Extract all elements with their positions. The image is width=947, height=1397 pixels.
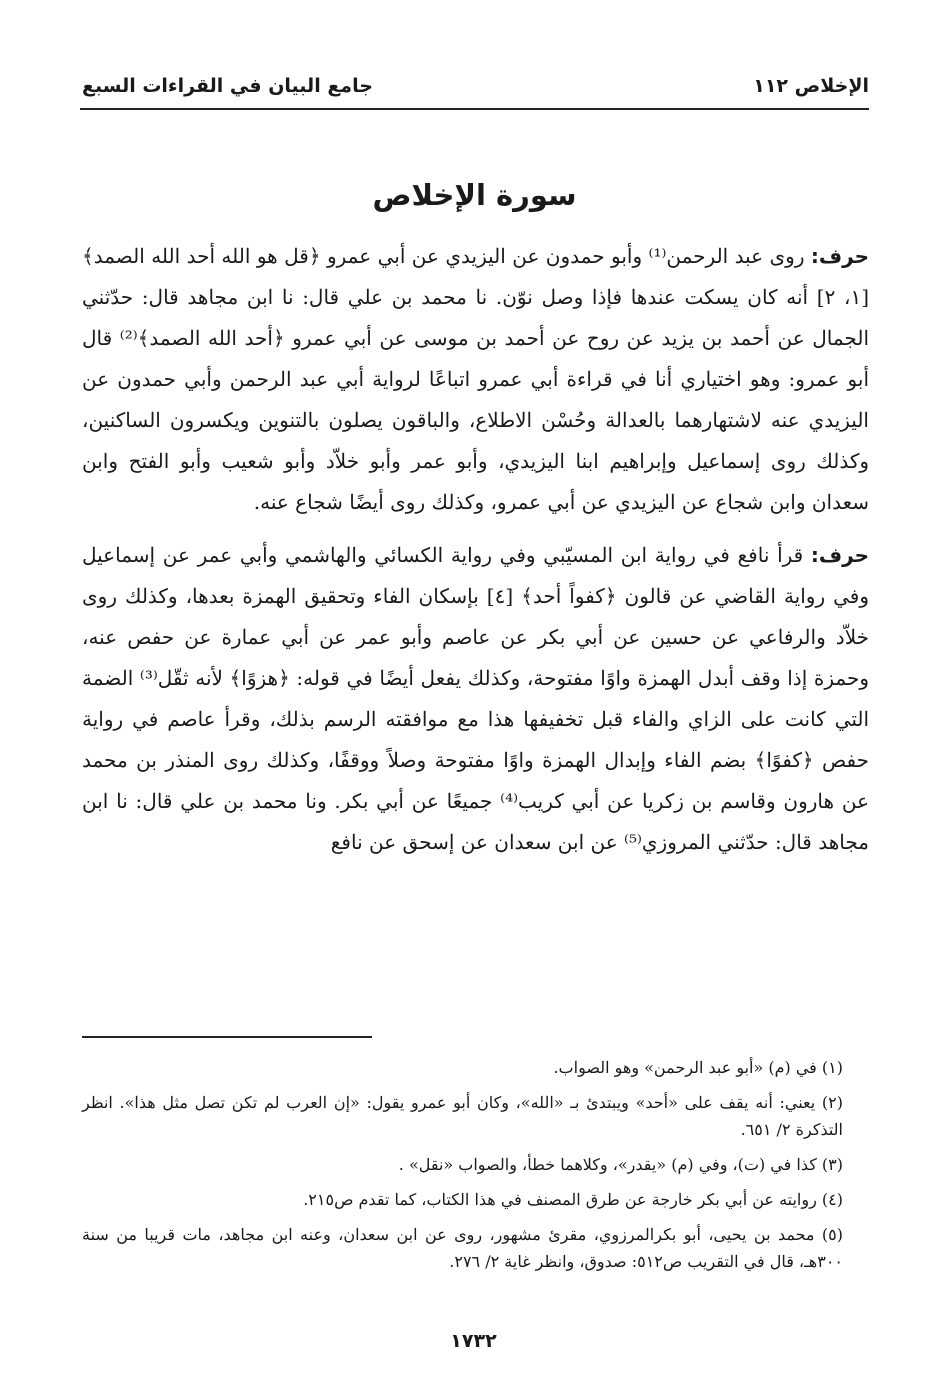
footnote: (٤) روايته عن أبي بكر خارجة عن طرق المصنف في هذا الكتاب، كما تقدم ص٢١٥. <box>303 1190 843 1209</box>
footnote: (٥) محمد بن يحيى، أبو بكرالمرزوي، مقرئ مشهور، روى عن ابن سعدان، وعنه ابن مجاهد، مات قريبا من سنة ٣٠٠هـ، قال في التقريب ص٥١٢: صدوق، وانظر غاية ٢/ ٢٧٦. <box>82 1225 844 1271</box>
running-header <box>82 66 869 106</box>
paragraph <box>82 236 869 523</box>
footnote: (٢) يعني: أنه يقف على «أحد» ويبتدئ بـ «الله»، وكان أبو عمرو يقول: «إن العرب لم تكن تصل مثل هذا». انظر التذكرة ٢/ ٦٥١. <box>82 1093 843 1139</box>
footnote: (٣) كذا في (ت)، وفي (م) «يقدر»، وكلاهما خطأ، والصواب «نقل» . <box>398 1155 843 1174</box>
header-divider <box>80 108 869 110</box>
footnote-divider <box>82 1036 372 1038</box>
header-surah-label: الإخلاص ١١٢ <box>753 75 869 97</box>
header-book-title: جامع البيان في القراءات السبع <box>82 75 373 97</box>
main-text <box>82 236 869 875</box>
paragraph-text: قرأ نافع في رواية ابن المسيّبي وفي رواية الكسائي والهاشمي وأبي عمر عن إسماعيل وفي رواية القاضي عن قالون ﴿كفواً أحد﴾ [٤] بإسكان الفاء وتحقيق الهمزة بعدها، وكذلك روى خلاّد والرفاعي عن حسين عن أبي بكر عن عاصم وأبو عمر عن أبي عمارة عن حفص عنه، وحمزة إذا وقف أبدل الهمزة واوًا مفتوحة، وكذلك يفعل أيضًا في قوله: ﴿هزوًا﴾ لأنه ثقّل⁽³⁾ الضمة التي كانت على الزاي والفاء قبل تخفيفها هذا مع موافقته الرسم بذلك، وقرأ عاصم في رواية حفص ﴿كفوًا﴾ بضم الفاء وإبدال الهمزة واوًا مفتوحة وصلاً ووقفًا، وكذلك روى المنذر بن محمد عن هارون وقاسم بن زكريا عن أبي كريب⁽⁴⁾ جميعًا عن أبي بكر. ونا محمد بن علي قال: نا ابن مجاهد قال: حدّثني المروزي⁽⁵⁾ عن ابن سعدان عن إسحق عن نافع <box>82 543 870 854</box>
footnotes <box>82 1054 843 1283</box>
paragraph-term: حرف: <box>810 543 869 567</box>
paragraph-text: روى عبد الرحمن⁽¹⁾ وأبو حمدون عن اليزيدي عن أبي عمرو ﴿قل هو الله أحد الله الصمد﴾ [١، ٢] أنه كان يسكت عندها فإذا وصل نوّن. نا محمد بن علي قال: نا ابن مجاهد قال: حدّثني الجمال عن أحمد بن يزيد عن روح عن أحمد بن موسى عن أبي عمرو ﴿أحد الله الصمد﴾⁽²⁾ قال أبو عمرو: وهو اختياري أنا في قراءة أبي عمرو اتباعًا لرواية أبي عبد الرحمن وأبي حمدون عن اليزيدي عنه لاشتهارهما بالعدالة وحُسْن الاطلاع، والباقون يصلون بالتنوين ويكسرون الساكنين، وكذلك روى إسماعيل وإبراهيم ابنا اليزيدي، وأبو عمر وأبو خلاّد وأبو شعيب وأبو الفتح وابن سعدان وابن شجاع عن اليزيدي عن أبي عمرو، وكذلك روى أيضًا شجاع عنه. <box>82 244 870 514</box>
surah-title: سورة الإخلاص <box>372 178 577 212</box>
paragraph <box>82 535 869 863</box>
footnote: (١) في (م) «أبو عبد الرحمن» وهو الصواب. <box>553 1058 843 1077</box>
page-number: ١٧٣٢ <box>450 1330 497 1352</box>
paragraph-term: حرف: <box>810 244 869 268</box>
